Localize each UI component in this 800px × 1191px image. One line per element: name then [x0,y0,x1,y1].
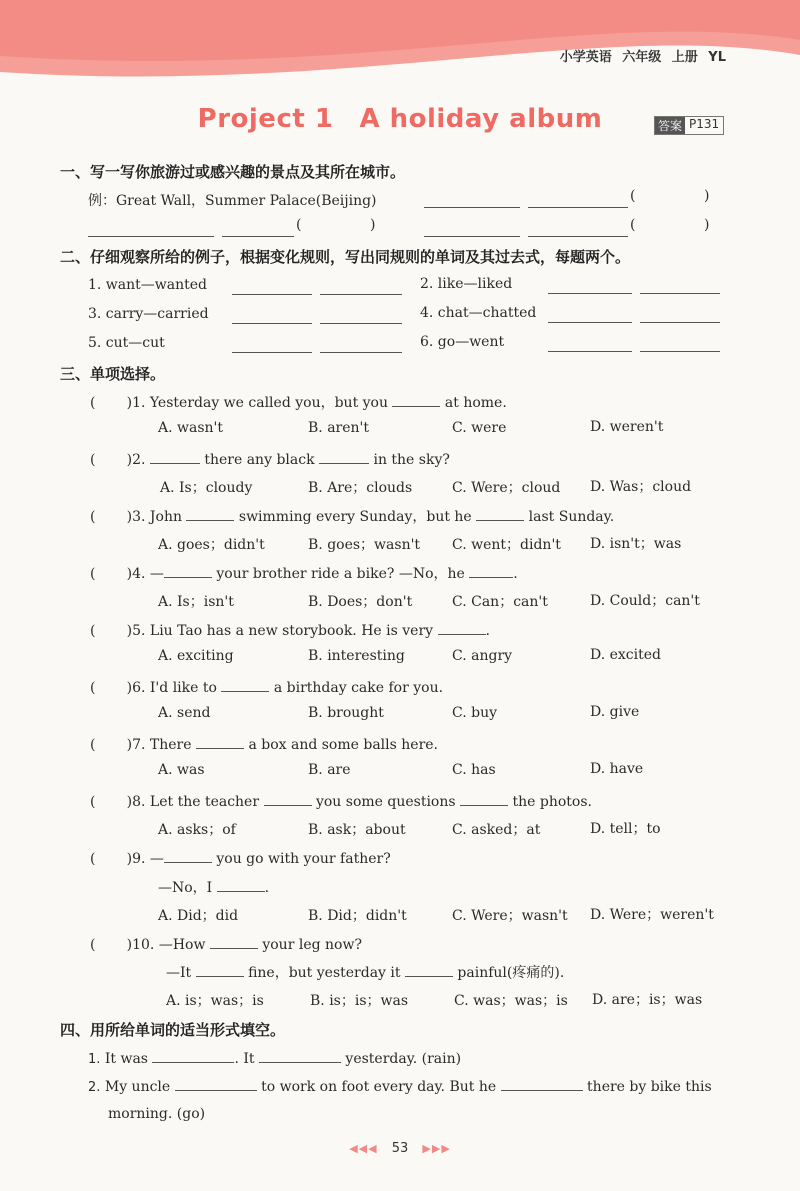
option-d[interactable]: D. give [590,704,640,720]
answer-blank[interactable] [222,222,294,237]
header-banner [0,0,800,90]
option-a[interactable]: A. send [158,705,211,721]
option-c[interactable]: C. went；didn't [452,537,561,553]
answer-blank[interactable] [88,222,214,237]
answer-blank[interactable] [320,309,402,324]
option-b[interactable]: B. goes；wasn't [308,537,421,553]
option-c[interactable]: C. Were；wasn't [452,908,568,924]
question-row: ( )8. Let the teacher you some questions the photos. [90,791,592,810]
answer-paren[interactable]: ( [90,737,127,753]
word-example: 6. go—went [420,334,505,350]
answer-blank[interactable] [319,449,369,464]
answer-blank[interactable] [232,338,312,353]
answer-blank[interactable] [164,563,212,578]
option-a[interactable]: A. is；was；is [166,993,264,1009]
question-row-continued: morning. (go) [108,1106,206,1122]
answer-blank[interactable] [232,309,312,324]
question-row: ( )3. John swimming every Sunday，but he last Sunday. [90,506,614,526]
answer-blank[interactable] [217,877,265,892]
option-b[interactable]: B. interesting [308,648,405,664]
option-a[interactable]: A. exciting [158,648,234,664]
word-example: 2. like—liked [420,276,513,292]
question-row: ( )10. —How your leg now? [90,934,362,953]
word-example: 1. want—wanted [88,277,207,293]
option-b[interactable]: B. aren't [308,420,370,436]
question-row: ( )7. There a box and some balls here. [90,734,438,753]
paren-right: ) [704,188,710,204]
answer-blank[interactable] [196,962,244,977]
answer-blank[interactable] [548,279,632,294]
option-c[interactable]: C. were [452,420,507,436]
option-a[interactable]: A. Did；did [158,908,239,924]
option-d[interactable]: D. have [590,761,644,777]
right-arrows-icon: ▶▶▶ [422,1142,451,1155]
option-a[interactable]: A. asks；of [158,822,236,838]
answer-blank[interactable] [164,848,212,863]
answer-blank[interactable] [640,308,720,323]
grade-label: 小学英语 六年级 上册 YL [559,50,726,65]
answer-blank[interactable] [501,1076,583,1091]
option-d[interactable]: D. Was；cloud [590,479,692,495]
answer-blank[interactable] [460,791,508,806]
answer-blank[interactable] [424,222,520,237]
answer-blank[interactable] [186,506,234,521]
option-d[interactable]: D. isn't；was [590,536,682,552]
option-d[interactable]: D. tell；to [590,821,661,837]
answer-paren[interactable]: ( [90,794,127,810]
option-c[interactable]: C. was；was；is [454,993,568,1009]
question-row: ( )2. there any black in the sky? [90,449,450,468]
answer-paren[interactable]: ( [90,680,127,696]
option-c[interactable]: C. angry [452,648,513,664]
option-b[interactable]: B. Are；clouds [308,480,413,496]
answer-blank[interactable] [196,734,244,749]
question-row: ( )5. Liu Tao has a new storybook. He is very . [90,620,490,639]
answer-blank[interactable] [548,337,632,352]
paren-left: ( [630,217,636,233]
paren-left: ( [296,217,302,233]
section-4-heading: 四、用所给单词的适当形式填空。 [60,1021,286,1039]
section-2-heading: 二、仔细观察所给的例子，根据变化规则，写出同规则的单词及其过去式，每题两个。 [60,248,631,266]
question-row: 1. It was . It yesterday. (rain) [88,1048,461,1067]
word-example: 5. cut—cut [88,335,165,351]
answer-paren[interactable]: ( [90,566,127,582]
question-row: ( )4. — your brother ride a bike? —No，he . [90,563,518,583]
answer-blank[interactable] [548,308,632,323]
option-b[interactable]: B. Did；didn't [308,908,407,924]
answer-blank[interactable] [528,193,628,208]
answer-blank[interactable] [320,280,402,295]
option-b[interactable]: B. ask；about [308,822,406,838]
answer-blank[interactable] [640,337,720,352]
answer-blank[interactable] [264,791,312,806]
option-d[interactable]: D. are；is；was [592,992,703,1008]
option-a[interactable]: A. goes；didn't [158,537,265,553]
question-row: 2. My uncle to work on foot every day. But he there by bike this [88,1076,712,1095]
question-row: ( )6. I'd like to a birthday cake for you. [90,677,443,696]
page-footer [0,1141,800,1156]
answer-blank[interactable] [232,280,312,295]
answer-blank[interactable] [424,193,520,208]
answer-blank[interactable] [640,279,720,294]
option-b[interactable]: B. Does；don't [308,594,413,610]
option-d[interactable]: D. weren't [590,419,664,435]
paren-left: ( [630,188,636,204]
section-1-example: 例：Great Wall，Summer Palace(Beijing) [88,193,377,209]
answer-paren[interactable]: ( [90,395,127,411]
section-1-heading: 一、写一写你旅游过或感兴趣的景点及其所在城市。 [60,163,406,181]
paren-right: ) [370,217,376,233]
answer-reference-badge: 答案 P131 [654,116,724,135]
answer-blank[interactable] [152,1048,234,1063]
word-example: 3. carry—carried [88,306,209,322]
option-a[interactable]: A. Is；cloudy [160,480,253,496]
answer-paren[interactable]: ( [90,509,127,525]
option-a[interactable]: A. wasn't [158,420,224,436]
left-arrows-icon: ◀◀◀ [349,1142,378,1155]
section-3-heading: 三、单项选择。 [60,365,166,383]
option-b[interactable]: B. is；is；was [310,993,409,1009]
answer-blank[interactable] [210,934,258,949]
answer-paren[interactable]: ( [90,851,127,867]
answer-blank[interactable] [259,1048,341,1063]
question-row: ( )9. — you go with your father? [90,848,391,867]
answer-paren[interactable]: ( [90,623,127,639]
option-c[interactable]: C. asked；at [452,822,541,838]
option-c[interactable]: C. buy [452,705,498,721]
option-a[interactable]: A. was [158,762,205,778]
option-c[interactable]: C. Can；can't [452,594,548,610]
option-b[interactable]: B. brought [308,705,384,721]
option-d[interactable]: D. Were；weren't [590,907,714,923]
question-row-reply: —It fine，but yesterday it painful(疼痛的). [166,962,564,982]
option-d[interactable]: D. Could；can't [590,593,700,609]
question-row: ( )1. Yesterday we called you，but you at home. [90,392,507,412]
answer-blank[interactable] [469,563,513,578]
answer-blank[interactable] [175,1076,257,1091]
answer-blank[interactable] [221,677,269,692]
option-a[interactable]: A. Is；isn't [158,594,234,610]
answer-blank[interactable] [528,222,628,237]
answer-paren[interactable]: ( [90,452,127,468]
answer-blank[interactable] [320,338,402,353]
option-b[interactable]: B. are [308,762,351,778]
answer-paren[interactable]: ( [90,937,127,953]
answer-blank[interactable] [405,962,453,977]
word-example: 4. chat—chatted [420,305,537,321]
answer-blank[interactable] [150,449,200,464]
option-c[interactable]: C. Were；cloud [452,480,561,496]
option-d[interactable]: D. excited [590,647,661,663]
page-number: 53 [391,1141,409,1156]
question-row-reply: —No，I . [158,877,269,897]
page-title: Project 1 A holiday album [197,104,603,134]
answer-blank[interactable] [438,620,486,635]
option-c[interactable]: C. has [452,762,496,778]
answer-blank[interactable] [392,392,440,407]
paren-right: ) [704,217,710,233]
answer-blank[interactable] [476,506,524,521]
